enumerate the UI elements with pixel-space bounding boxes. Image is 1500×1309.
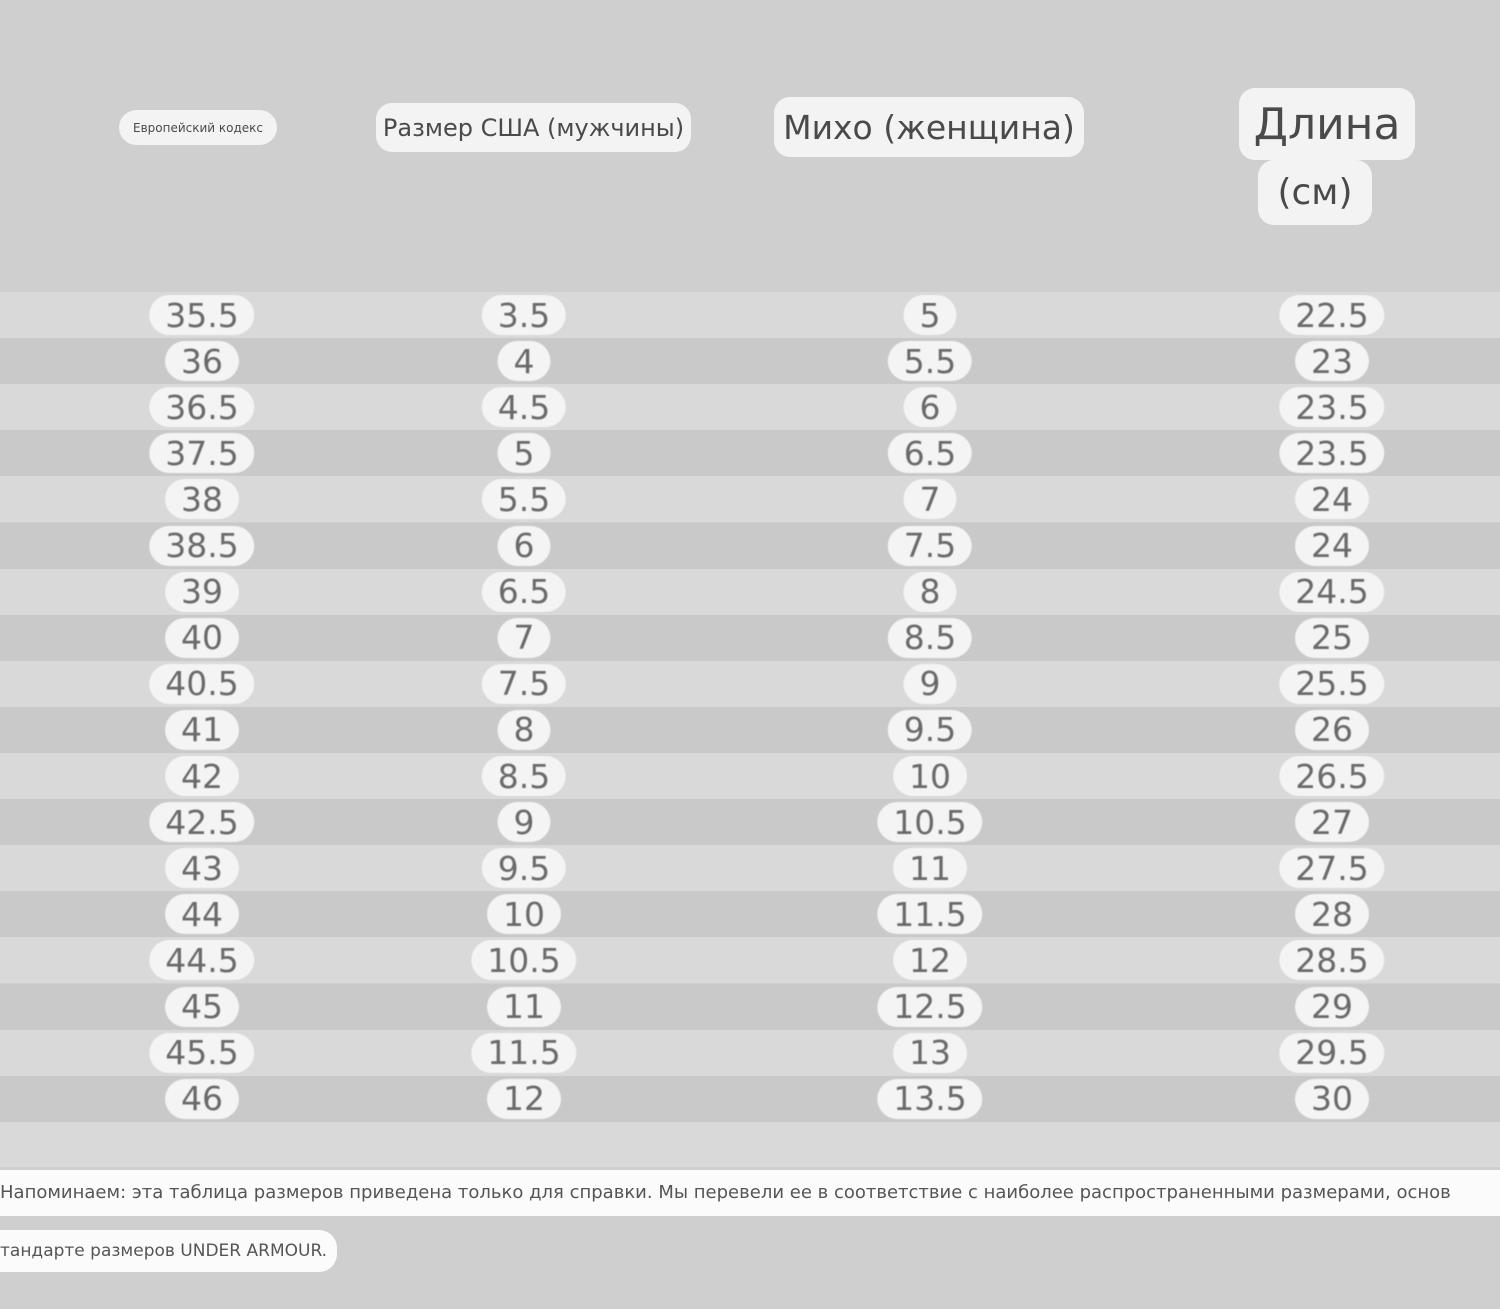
eu-size-cell: 36.5	[149, 387, 254, 427]
eu-size-cell: 36	[165, 341, 239, 381]
us-men-size-cell: 6.5	[482, 572, 566, 612]
us-women-size-cell: 7	[904, 479, 957, 519]
us-men-size-cell: 10	[487, 894, 561, 934]
us-women-size-cell: 8.5	[888, 618, 972, 658]
header-length-unit: (см)	[1258, 160, 1372, 225]
length-cm-cell: 25.5	[1279, 664, 1384, 704]
us-men-size-cell: 12	[487, 1079, 561, 1119]
header-eu-code: Европейский кодекс	[119, 110, 277, 145]
us-men-size-cell: 11.5	[471, 1033, 576, 1073]
us-women-size-cell: 11.5	[877, 894, 982, 934]
eu-size-cell: 35.5	[149, 295, 254, 335]
eu-size-cell: 41	[165, 710, 239, 750]
length-cm-cell: 25	[1295, 618, 1369, 658]
us-men-size-cell: 4	[498, 341, 551, 381]
us-men-size-cell: 5.5	[482, 479, 566, 519]
us-women-size-cell: 13	[893, 1033, 967, 1073]
us-women-size-cell: 10	[893, 756, 967, 796]
length-cm-cell: 29	[1295, 987, 1369, 1027]
header-us-men: Размер США (мужчины)	[376, 103, 691, 152]
length-cm-cell: 27	[1295, 802, 1369, 842]
length-cm-cell: 28.5	[1279, 940, 1384, 980]
us-men-size-cell: 8.5	[482, 756, 566, 796]
us-men-size-cell: 11	[487, 987, 561, 1027]
us-women-size-cell: 9	[904, 664, 957, 704]
us-men-size-cell: 9	[498, 802, 551, 842]
header-length: Длина	[1239, 88, 1415, 160]
us-women-size-cell: 8	[904, 572, 957, 612]
us-men-size-cell: 8	[498, 710, 551, 750]
us-women-size-cell: 7.5	[888, 526, 972, 566]
eu-size-cell: 42.5	[149, 802, 254, 842]
length-cm-cell: 22.5	[1279, 295, 1384, 335]
us-women-size-cell: 5	[904, 295, 957, 335]
note-line-1: Напоминаем: эта таблица размеров приведена только для справки. Мы перевели ее в соответствие с наиболее распространенными размерами, основ	[0, 1170, 1500, 1216]
eu-size-cell: 44	[165, 894, 239, 934]
eu-size-cell: 38	[165, 479, 239, 519]
us-women-size-cell: 11	[893, 848, 967, 888]
us-women-size-cell: 9.5	[888, 710, 972, 750]
eu-size-cell: 38.5	[149, 526, 254, 566]
us-women-size-cell: 5.5	[888, 341, 972, 381]
length-cm-cell: 24.5	[1279, 572, 1384, 612]
eu-size-cell: 44.5	[149, 940, 254, 980]
length-cm-cell: 26.5	[1279, 756, 1384, 796]
us-men-size-cell: 5	[498, 433, 551, 473]
length-cm-cell: 30	[1295, 1079, 1369, 1119]
us-men-size-cell: 3.5	[482, 295, 566, 335]
us-men-size-cell: 6	[498, 526, 551, 566]
length-cm-cell: 24	[1295, 479, 1369, 519]
us-men-size-cell: 7.5	[482, 664, 566, 704]
us-women-size-cell: 12	[893, 940, 967, 980]
length-cm-cell: 29.5	[1279, 1033, 1384, 1073]
eu-size-cell: 40.5	[149, 664, 254, 704]
length-cm-cell: 27.5	[1279, 848, 1384, 888]
eu-size-cell: 42	[165, 756, 239, 796]
length-cm-cell: 23.5	[1279, 387, 1384, 427]
header-us-women: Михо (женщина)	[774, 97, 1084, 157]
eu-size-cell: 40	[165, 618, 239, 658]
us-women-size-cell: 6.5	[888, 433, 972, 473]
note-line-2: тандарте размеров UNDER ARMOUR.	[0, 1230, 337, 1272]
us-women-size-cell: 12.5	[877, 987, 982, 1027]
us-women-size-cell: 10.5	[877, 802, 982, 842]
eu-size-cell: 46	[165, 1079, 239, 1119]
length-cm-cell: 26	[1295, 710, 1369, 750]
us-men-size-cell: 4.5	[482, 387, 566, 427]
eu-size-cell: 43	[165, 848, 239, 888]
length-cm-cell: 23	[1295, 341, 1369, 381]
us-women-size-cell: 6	[904, 387, 957, 427]
us-men-size-cell: 10.5	[471, 940, 576, 980]
length-cm-cell: 28	[1295, 894, 1369, 934]
length-cm-cell: 23.5	[1279, 433, 1384, 473]
eu-size-cell: 45	[165, 987, 239, 1027]
us-women-size-cell: 13.5	[877, 1079, 982, 1119]
eu-size-cell: 37.5	[149, 433, 254, 473]
us-men-size-cell: 7	[498, 618, 551, 658]
eu-size-cell: 39	[165, 572, 239, 612]
table-footer-band	[0, 1122, 1500, 1167]
us-men-size-cell: 9.5	[482, 848, 566, 888]
eu-size-cell: 45.5	[149, 1033, 254, 1073]
length-cm-cell: 24	[1295, 526, 1369, 566]
